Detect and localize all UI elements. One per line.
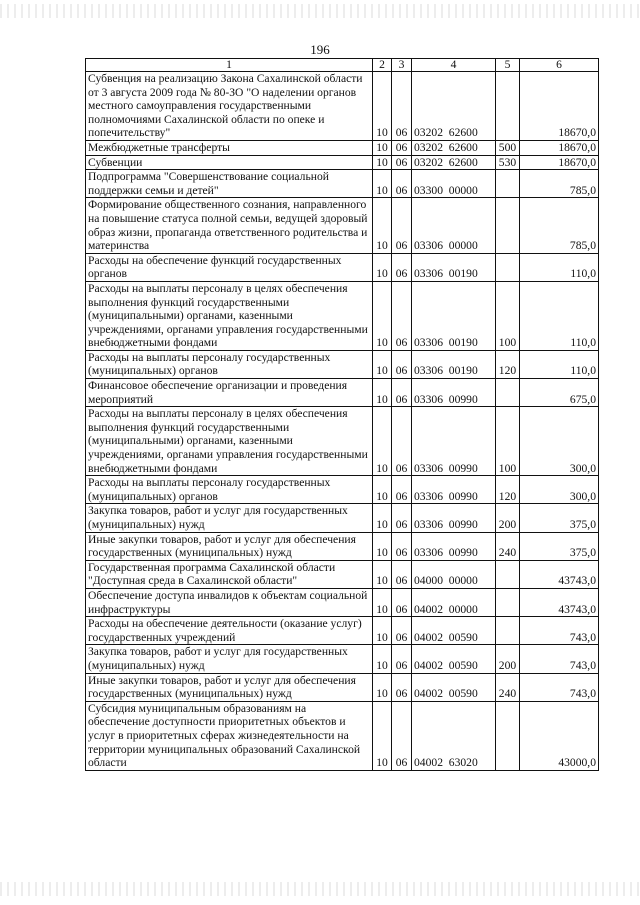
- section-code-cell: 10: [373, 504, 392, 532]
- amount-cell: 43743,0: [520, 560, 599, 588]
- expense-name-cell: Субвенция на реализацию Закона Сахалинской области от 3 августа 2009 года № 80-ЗО "О наделении органов местного самоуправления государственными полномочиями Сахалинской области по опеке и попечительству": [86, 72, 373, 141]
- subsection-code-cell: 06: [392, 588, 412, 616]
- expense-name-cell: Государственная программа Сахалинской области "Доступная среда в Сахалинской области": [86, 560, 373, 588]
- column-header: 5: [496, 59, 520, 72]
- section-code-cell: 10: [373, 170, 392, 198]
- expense-type-cell: [496, 72, 520, 141]
- amount-cell: 743,0: [520, 617, 599, 645]
- table-row: [86, 198, 599, 253]
- subsection-code-cell: 06: [392, 170, 412, 198]
- budget-table: [85, 58, 599, 771]
- expense-type-cell: [496, 617, 520, 645]
- target-article-cell: 03306 00990: [412, 504, 496, 532]
- subsection-code-cell: 06: [392, 617, 412, 645]
- subsection-code-cell: 06: [392, 350, 412, 378]
- expense-name-cell: Подпрограмма "Совершенствование социальной поддержки семьи и детей": [86, 170, 373, 198]
- amount-cell: 375,0: [520, 532, 599, 560]
- target-article-cell: 03300 00000: [412, 170, 496, 198]
- expense-type-cell: 240: [496, 532, 520, 560]
- expense-type-cell: 100: [496, 407, 520, 476]
- section-code-cell: 10: [373, 253, 392, 281]
- expense-name-cell: Финансовое обеспечение организации и проведения мероприятий: [86, 379, 373, 407]
- amount-cell: 785,0: [520, 198, 599, 253]
- amount-cell: 300,0: [520, 407, 599, 476]
- subsection-code-cell: 06: [392, 155, 412, 170]
- section-code-cell: 10: [373, 560, 392, 588]
- subsection-code-cell: 06: [392, 673, 412, 701]
- amount-cell: 300,0: [520, 476, 599, 504]
- section-code-cell: 10: [373, 198, 392, 253]
- table-row: [86, 72, 599, 141]
- table-row: [86, 504, 599, 532]
- table-row: [86, 350, 599, 378]
- section-code-cell: 10: [373, 155, 392, 170]
- expense-name-cell: Закупка товаров, работ и услуг для государственных (муниципальных) нужд: [86, 504, 373, 532]
- table-row: [86, 155, 599, 170]
- table-row: [86, 560, 599, 588]
- expense-name-cell: Иные закупки товаров, работ и услуг для обеспечения государственных (муниципальных) нужд: [86, 673, 373, 701]
- table-header-row: [86, 59, 599, 72]
- expense-type-cell: 240: [496, 673, 520, 701]
- subsection-code-cell: 06: [392, 645, 412, 673]
- amount-cell: 743,0: [520, 673, 599, 701]
- section-code-cell: 10: [373, 407, 392, 476]
- expense-type-cell: [496, 170, 520, 198]
- target-article-cell: 03202 62600: [412, 72, 496, 141]
- amount-cell: 675,0: [520, 379, 599, 407]
- expense-type-cell: 120: [496, 350, 520, 378]
- section-code-cell: 10: [373, 140, 392, 155]
- target-article-cell: 04002 00590: [412, 617, 496, 645]
- expense-type-cell: [496, 198, 520, 253]
- subsection-code-cell: 06: [392, 72, 412, 141]
- page-number: 196: [310, 42, 330, 57]
- section-code-cell: 10: [373, 673, 392, 701]
- section-code-cell: 10: [373, 617, 392, 645]
- expense-type-cell: 530: [496, 155, 520, 170]
- amount-cell: 18670,0: [520, 72, 599, 141]
- target-article-cell: 03306 00000: [412, 198, 496, 253]
- subsection-code-cell: 06: [392, 532, 412, 560]
- table-row: [86, 379, 599, 407]
- table-row: [86, 532, 599, 560]
- amount-cell: 43000,0: [520, 701, 599, 770]
- target-article-cell: 03306 00990: [412, 407, 496, 476]
- table-row: [86, 407, 599, 476]
- target-article-cell: 03202 62600: [412, 140, 496, 155]
- section-code-cell: 10: [373, 701, 392, 770]
- target-article-cell: 04002 63020: [412, 701, 496, 770]
- expense-type-cell: [496, 588, 520, 616]
- target-article-cell: 03306 00990: [412, 379, 496, 407]
- target-article-cell: 03306 00190: [412, 281, 496, 350]
- section-code-cell: 10: [373, 532, 392, 560]
- expense-name-cell: Формирование общественного сознания, направленного на повышение статуса полной семьи, ведущей здоровый образ жизни, пропаганда ответственного родительства и материнства: [86, 198, 373, 253]
- amount-cell: 110,0: [520, 253, 599, 281]
- table-row: [86, 170, 599, 198]
- table-body: [86, 72, 599, 771]
- expense-name-cell: Расходы на обеспечение функций государственных органов: [86, 253, 373, 281]
- section-code-cell: 10: [373, 379, 392, 407]
- target-article-cell: 04002 00590: [412, 673, 496, 701]
- column-header: 6: [520, 59, 599, 72]
- table-row: [86, 701, 599, 770]
- expense-name-cell: Расходы на выплаты персоналу государственных (муниципальных) органов: [86, 476, 373, 504]
- table-row: [86, 253, 599, 281]
- section-code-cell: 10: [373, 281, 392, 350]
- expense-type-cell: 500: [496, 140, 520, 155]
- target-article-cell: 03306 00190: [412, 350, 496, 378]
- table-row: [86, 617, 599, 645]
- expense-type-cell: 200: [496, 504, 520, 532]
- expense-name-cell: Расходы на обеспечение деятельности (оказание услуг) государственных учреждений: [86, 617, 373, 645]
- amount-cell: 110,0: [520, 350, 599, 378]
- amount-cell: 18670,0: [520, 140, 599, 155]
- amount-cell: 18670,0: [520, 155, 599, 170]
- subsection-code-cell: 06: [392, 281, 412, 350]
- table-row: [86, 140, 599, 155]
- table-row: [86, 588, 599, 616]
- section-code-cell: 10: [373, 645, 392, 673]
- column-header: 1: [86, 59, 373, 72]
- subsection-code-cell: 06: [392, 140, 412, 155]
- expense-name-cell: Иные закупки товаров, работ и услуг для обеспечения государственных (муниципальных) нужд: [86, 532, 373, 560]
- target-article-cell: 03306 00990: [412, 476, 496, 504]
- amount-cell: 375,0: [520, 504, 599, 532]
- target-article-cell: 04002 00590: [412, 645, 496, 673]
- table-row: [86, 645, 599, 673]
- scan-noise-bottom: [0, 882, 640, 896]
- target-article-cell: 03306 00990: [412, 532, 496, 560]
- subsection-code-cell: 06: [392, 701, 412, 770]
- target-article-cell: 03202 62600: [412, 155, 496, 170]
- expense-type-cell: [496, 379, 520, 407]
- subsection-code-cell: 06: [392, 476, 412, 504]
- target-article-cell: 03306 00190: [412, 253, 496, 281]
- subsection-code-cell: 06: [392, 198, 412, 253]
- expense-type-cell: [496, 253, 520, 281]
- expense-name-cell: Расходы на выплаты персоналу в целях обеспечения выполнения функций государственными (муниципальными) органами, казенными учреждениями, органами управления государственными внебюджетными фондами: [86, 407, 373, 476]
- scan-noise-top: [0, 4, 640, 18]
- table-row: [86, 673, 599, 701]
- amount-cell: 43743,0: [520, 588, 599, 616]
- subsection-code-cell: 06: [392, 504, 412, 532]
- expense-name-cell: Субсидия муниципальным образованиям на обеспечение доступности приоритетных объектов и услуг в приоритетных сферах жизнедеятельности на территории муниципальных образований Сахалинской области: [86, 701, 373, 770]
- section-code-cell: 10: [373, 350, 392, 378]
- section-code-cell: 10: [373, 72, 392, 141]
- subsection-code-cell: 06: [392, 407, 412, 476]
- subsection-code-cell: 06: [392, 253, 412, 281]
- subsection-code-cell: 06: [392, 560, 412, 588]
- table-row: [86, 476, 599, 504]
- amount-cell: 110,0: [520, 281, 599, 350]
- subsection-code-cell: 06: [392, 379, 412, 407]
- expense-type-cell: 100: [496, 281, 520, 350]
- column-header: 2: [373, 59, 392, 72]
- section-code-cell: 10: [373, 588, 392, 616]
- target-article-cell: 04002 00000: [412, 588, 496, 616]
- expense-name-cell: Субвенции: [86, 155, 373, 170]
- expense-name-cell: Закупка товаров, работ и услуг для государственных (муниципальных) нужд: [86, 645, 373, 673]
- expense-type-cell: [496, 560, 520, 588]
- target-article-cell: 04000 00000: [412, 560, 496, 588]
- column-header: 4: [412, 59, 496, 72]
- expense-type-cell: 120: [496, 476, 520, 504]
- column-header: 3: [392, 59, 412, 72]
- expense-name-cell: Расходы на выплаты персоналу государственных (муниципальных) органов: [86, 350, 373, 378]
- section-code-cell: 10: [373, 476, 392, 504]
- expense-name-cell: Обеспечение доступа инвалидов к объектам социальной инфраструктуры: [86, 588, 373, 616]
- expense-name-cell: Расходы на выплаты персоналу в целях обеспечения выполнения функций государственными (муниципальными) органами, казенными учреждениями, органами управления государственными внебюджетными фондами: [86, 281, 373, 350]
- amount-cell: 785,0: [520, 170, 599, 198]
- table-row: [86, 281, 599, 350]
- expense-name-cell: Межбюджетные трансферты: [86, 140, 373, 155]
- expense-type-cell: 200: [496, 645, 520, 673]
- expense-type-cell: [496, 701, 520, 770]
- amount-cell: 743,0: [520, 645, 599, 673]
